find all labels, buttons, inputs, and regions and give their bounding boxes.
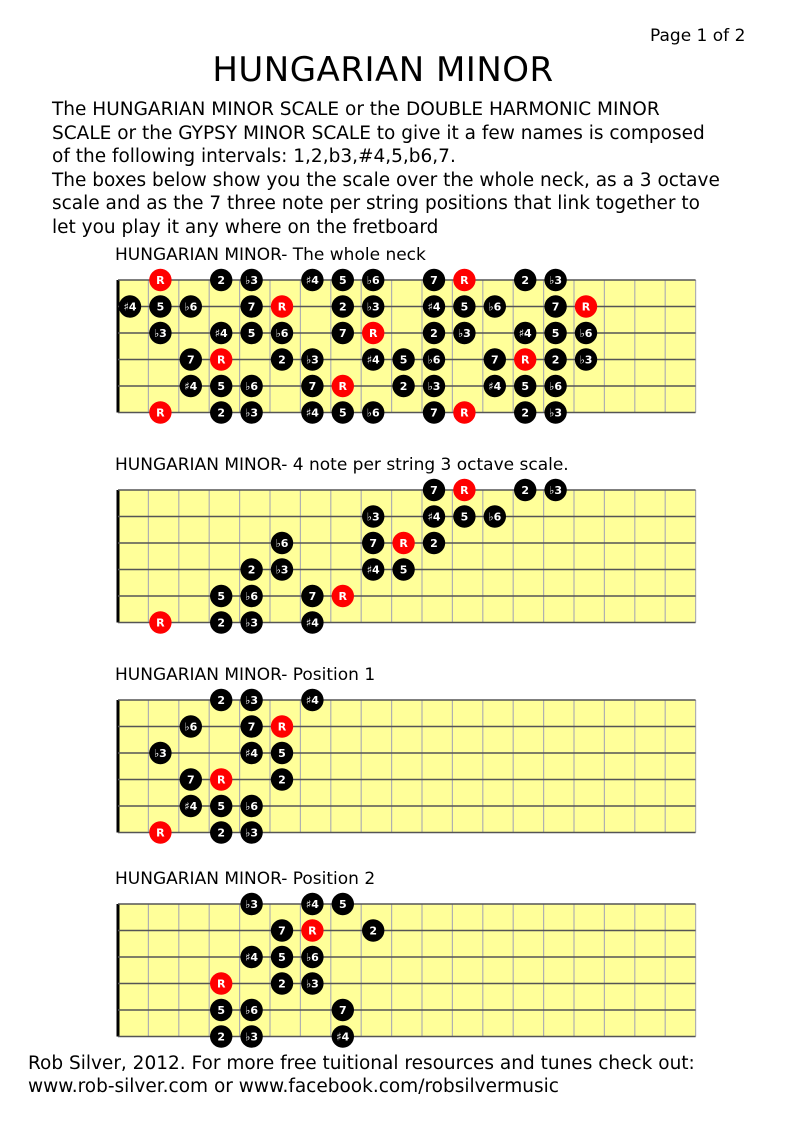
- note-marker: [392, 348, 414, 370]
- note-label: 2: [217, 274, 226, 288]
- note-label: 7: [247, 720, 256, 734]
- note-label: ♯4: [518, 327, 532, 341]
- note-label: ♭3: [245, 1030, 259, 1044]
- note-label: 7: [430, 274, 438, 288]
- note-label: R: [156, 616, 165, 630]
- fretboard-position-2: [118, 893, 696, 1048]
- root-note-marker: [210, 768, 232, 790]
- note-marker: [392, 558, 414, 580]
- note-label: 2: [521, 406, 530, 420]
- note-label: ♭6: [245, 380, 259, 394]
- note-label: 2: [247, 563, 256, 577]
- note-label: R: [520, 353, 530, 367]
- note-label: ♭3: [153, 327, 167, 341]
- note-marker: [210, 999, 232, 1021]
- note-label: ♭3: [549, 484, 563, 498]
- note-marker: [210, 1025, 232, 1047]
- root-note-marker: [392, 532, 414, 554]
- note-marker: [423, 479, 445, 501]
- note-label: ♭3: [549, 406, 563, 420]
- note-label: 7: [338, 327, 347, 341]
- note-label: ♭6: [305, 951, 319, 965]
- note-marker: [362, 532, 384, 554]
- note-label: ♭6: [579, 327, 593, 341]
- note-marker: [423, 295, 445, 317]
- note-marker: [271, 919, 293, 941]
- note-label: R: [399, 537, 408, 551]
- root-note-marker: [453, 479, 475, 501]
- note-marker: [423, 401, 445, 423]
- root-note-marker: [210, 972, 232, 994]
- note-label: ♭3: [305, 977, 319, 991]
- note-marker: [180, 348, 202, 370]
- note-label: ♭6: [184, 720, 198, 734]
- note-marker: [301, 585, 323, 607]
- note-label: ♯4: [123, 300, 137, 314]
- note-label: ♭3: [366, 510, 380, 524]
- note-marker: [514, 375, 536, 397]
- note-marker: [271, 768, 293, 790]
- note-marker: [544, 401, 566, 423]
- note-marker: [423, 505, 445, 527]
- note-label: ♭3: [245, 406, 259, 420]
- note-label: 2: [399, 380, 408, 394]
- note-marker: [149, 295, 171, 317]
- note-label: ♭6: [427, 353, 441, 367]
- note-marker: [332, 1025, 354, 1047]
- root-note-marker: [332, 375, 354, 397]
- note-label: R: [368, 327, 378, 341]
- note-label: R: [277, 300, 287, 314]
- note-marker: [210, 401, 232, 423]
- note-label: ♭3: [153, 747, 167, 761]
- note-label: 7: [308, 380, 317, 394]
- diagram-title-position-2: HUNGARIAN MINOR- Position 2: [115, 869, 376, 889]
- note-label: ♭3: [245, 274, 259, 288]
- note-label: ♯4: [305, 694, 319, 708]
- note-label: 7: [308, 590, 317, 604]
- fretboard-background: [118, 700, 696, 833]
- note-marker: [544, 348, 566, 370]
- note-marker: [575, 322, 597, 344]
- note-label: 2: [430, 537, 438, 551]
- note-label: ♯4: [214, 327, 228, 341]
- note-marker: [240, 893, 262, 915]
- note-label: 5: [521, 380, 530, 394]
- note-marker: [332, 999, 354, 1021]
- note-label: ♭3: [245, 616, 259, 630]
- intro-line: The boxes below show you the scale over the whole neck, as a 3 octave: [52, 169, 720, 191]
- note-label: R: [156, 406, 165, 420]
- note-label: 7: [338, 1004, 347, 1018]
- note-label: ♭3: [245, 826, 259, 840]
- diagram-title-whole-neck: HUNGARIAN MINOR- The whole neck: [115, 245, 426, 265]
- note-marker: [484, 348, 506, 370]
- note-marker: [301, 375, 323, 397]
- note-label: ♭6: [549, 380, 563, 394]
- note-marker: [271, 742, 293, 764]
- fretboard-whole-neck: [118, 269, 696, 424]
- note-label: 2: [278, 977, 286, 991]
- note-marker: [332, 401, 354, 423]
- note-marker: [271, 558, 293, 580]
- note-marker: [544, 322, 566, 344]
- note-marker: [240, 375, 262, 397]
- note-marker: [240, 946, 262, 968]
- note-marker: [575, 348, 597, 370]
- note-marker: [423, 375, 445, 397]
- note-label: ♯4: [305, 274, 319, 288]
- note-label: 5: [399, 353, 408, 367]
- note-label: ♭3: [549, 274, 563, 288]
- note-marker: [544, 375, 566, 397]
- note-marker: [210, 269, 232, 291]
- note-marker: [514, 269, 536, 291]
- note-marker: [453, 322, 475, 344]
- note-marker: [180, 715, 202, 737]
- note-marker: [453, 295, 475, 317]
- note-marker: [423, 269, 445, 291]
- note-marker: [119, 295, 141, 317]
- note-marker: [149, 742, 171, 764]
- root-note-marker: [210, 348, 232, 370]
- note-marker: [544, 295, 566, 317]
- note-marker: [180, 768, 202, 790]
- note-marker: [544, 479, 566, 501]
- fretboard-3-octave: [118, 479, 696, 634]
- note-label: ♯4: [305, 406, 319, 420]
- note-label: ♭6: [245, 800, 259, 814]
- note-marker: [240, 715, 262, 737]
- note-label: 2: [217, 826, 226, 840]
- note-marker: [240, 999, 262, 1021]
- root-note-marker: [575, 295, 597, 317]
- note-label: 2: [369, 924, 378, 938]
- note-label: 2: [217, 406, 226, 420]
- note-label: ♯4: [366, 563, 380, 577]
- note-label: 2: [217, 694, 226, 708]
- note-label: ♭3: [305, 353, 319, 367]
- note-label: R: [338, 380, 348, 394]
- note-label: R: [581, 300, 591, 314]
- note-marker: [453, 505, 475, 527]
- note-marker: [210, 611, 232, 633]
- note-label: 5: [217, 590, 226, 604]
- note-marker: [362, 348, 384, 370]
- note-label: 2: [430, 327, 438, 341]
- note-label: ♯4: [184, 800, 198, 814]
- diagram-title-position-1: HUNGARIAN MINOR- Position 1: [115, 665, 376, 685]
- note-marker: [210, 322, 232, 344]
- note-marker: [271, 946, 293, 968]
- note-label: 5: [399, 563, 408, 577]
- intro-line: SCALE or the GYPSY MINOR SCALE to give it a few names is composed: [52, 122, 705, 144]
- note-label: ♯4: [245, 951, 259, 965]
- diagram-title-3-octave: HUNGARIAN MINOR- 4 note per string 3 octave scale.: [115, 455, 569, 475]
- note-label: R: [156, 274, 165, 288]
- intro-line: The HUNGARIAN MINOR SCALE or the DOUBLE HARMONIC MINOR: [52, 99, 660, 120]
- note-label: 5: [551, 327, 560, 341]
- note-marker: [240, 821, 262, 843]
- note-marker: [362, 919, 384, 941]
- fretboard-position-1: [118, 689, 696, 844]
- note-marker: [301, 611, 323, 633]
- note-marker: [484, 295, 506, 317]
- note-label: ♯4: [305, 616, 319, 630]
- note-marker: [180, 295, 202, 317]
- note-label: 2: [278, 353, 286, 367]
- note-marker: [301, 893, 323, 915]
- note-marker: [271, 972, 293, 994]
- note-marker: [332, 295, 354, 317]
- note-label: 5: [217, 800, 226, 814]
- note-label: ♭6: [366, 406, 380, 420]
- note-marker: [484, 505, 506, 527]
- note-marker: [362, 295, 384, 317]
- note-label: R: [216, 353, 226, 367]
- note-label: 5: [460, 510, 469, 524]
- root-note-marker: [362, 322, 384, 344]
- note-label: 7: [369, 537, 378, 551]
- note-marker: [301, 972, 323, 994]
- note-marker: [301, 401, 323, 423]
- intro-line: scale and as the 7 three note per string positions that link together to: [52, 193, 700, 214]
- note-label: R: [216, 773, 226, 787]
- note-label: ♭3: [275, 563, 289, 577]
- note-label: 2: [278, 773, 286, 787]
- note-marker: [240, 295, 262, 317]
- note-marker: [362, 505, 384, 527]
- note-marker: [240, 689, 262, 711]
- note-label: 5: [247, 327, 256, 341]
- note-label: ♭3: [427, 380, 441, 394]
- note-label: ♯4: [336, 1030, 350, 1044]
- intro-line: of the following intervals: 1,2,b3,#4,5,b6,7.: [52, 146, 456, 167]
- note-label: R: [308, 924, 317, 938]
- note-label: ♭6: [488, 510, 502, 524]
- note-label: ♯4: [245, 747, 259, 761]
- note-label: ♯4: [184, 380, 198, 394]
- note-label: R: [460, 406, 469, 420]
- note-label: R: [460, 484, 469, 498]
- note-label: R: [156, 826, 165, 840]
- note-marker: [180, 375, 202, 397]
- note-marker: [514, 479, 536, 501]
- note-label: ♯4: [427, 300, 441, 314]
- note-label: ♯4: [488, 380, 502, 394]
- note-label: ♭6: [366, 274, 380, 288]
- root-note-marker: [301, 919, 323, 941]
- note-label: 7: [186, 353, 195, 367]
- root-note-marker: [332, 585, 354, 607]
- note-marker: [240, 795, 262, 817]
- note-label: 2: [551, 353, 560, 367]
- note-marker: [180, 795, 202, 817]
- root-note-marker: [271, 295, 293, 317]
- note-label: R: [460, 274, 469, 288]
- note-label: 7: [490, 353, 499, 367]
- note-label: R: [216, 977, 226, 991]
- note-marker: [240, 269, 262, 291]
- note-label: 5: [217, 380, 226, 394]
- note-label: 7: [430, 484, 438, 498]
- root-note-marker: [149, 269, 171, 291]
- note-label: ♯4: [427, 510, 441, 524]
- note-marker: [423, 348, 445, 370]
- note-label: 5: [278, 951, 286, 965]
- note-label: 5: [460, 300, 469, 314]
- note-marker: [423, 322, 445, 344]
- note-label: ♭6: [245, 590, 259, 604]
- note-marker: [210, 375, 232, 397]
- note-label: ♭3: [245, 898, 259, 912]
- note-marker: [362, 558, 384, 580]
- note-marker: [240, 558, 262, 580]
- footer: [28, 1052, 788, 1098]
- note-label: ♭3: [579, 353, 593, 367]
- root-note-marker: [149, 401, 171, 423]
- note-marker: [514, 322, 536, 344]
- note-label: ♭3: [245, 694, 259, 708]
- root-note-marker: [271, 715, 293, 737]
- note-label: 5: [338, 274, 347, 288]
- note-label: 5: [338, 898, 347, 912]
- note-marker: [332, 893, 354, 915]
- footer-line: www.rob-silver.com or www.facebook.com/robsilvermusic: [28, 1076, 559, 1097]
- note-label: 5: [278, 747, 286, 761]
- note-marker: [240, 611, 262, 633]
- note-marker: [362, 269, 384, 291]
- note-label: 2: [217, 616, 226, 630]
- footer-line: Rob Silver, 2012. For more free tuitional resources and tunes check out:: [28, 1053, 695, 1074]
- intro-line: let you play it any where on the fretboard: [52, 216, 439, 238]
- note-marker: [514, 401, 536, 423]
- note-label: 7: [186, 773, 195, 787]
- note-marker: [240, 1025, 262, 1047]
- note-label: ♭6: [275, 327, 289, 341]
- note-marker: [301, 348, 323, 370]
- note-marker: [271, 348, 293, 370]
- root-note-marker: [453, 401, 475, 423]
- root-note-marker: [149, 821, 171, 843]
- note-marker: [301, 689, 323, 711]
- note-label: ♯4: [366, 353, 380, 367]
- note-marker: [484, 375, 506, 397]
- note-marker: [210, 585, 232, 607]
- note-marker: [271, 532, 293, 554]
- note-marker: [240, 401, 262, 423]
- page-title: HUNGARIAN MINOR: [212, 50, 554, 90]
- root-note-marker: [514, 348, 536, 370]
- note-marker: [362, 401, 384, 423]
- note-label: R: [338, 590, 348, 604]
- root-note-marker: [149, 611, 171, 633]
- note-label: 7: [247, 300, 256, 314]
- note-label: ♭6: [275, 537, 289, 551]
- note-marker: [210, 821, 232, 843]
- note-marker: [392, 375, 414, 397]
- note-marker: [301, 269, 323, 291]
- note-label: ♯4: [305, 898, 319, 912]
- root-note-marker: [453, 269, 475, 291]
- note-label: 2: [521, 274, 530, 288]
- note-marker: [332, 322, 354, 344]
- page-number: Page 1 of 2: [650, 26, 746, 46]
- note-label: 7: [430, 406, 438, 420]
- fretboard-background: [118, 904, 696, 1037]
- note-marker: [210, 689, 232, 711]
- note-marker: [301, 946, 323, 968]
- note-marker: [423, 532, 445, 554]
- note-label: ♭6: [245, 1004, 259, 1018]
- note-label: 5: [156, 300, 165, 314]
- note-label: 5: [338, 406, 347, 420]
- note-marker: [240, 742, 262, 764]
- note-label: ♭6: [184, 300, 198, 314]
- note-label: 5: [217, 1004, 226, 1018]
- note-marker: [149, 322, 171, 344]
- note-label: 2: [338, 300, 347, 314]
- note-label: 2: [521, 484, 530, 498]
- note-marker: [271, 322, 293, 344]
- note-label: ♭3: [366, 300, 380, 314]
- note-marker: [544, 269, 566, 291]
- note-label: 7: [551, 300, 560, 314]
- note-label: R: [277, 720, 287, 734]
- note-marker: [210, 795, 232, 817]
- note-label: ♭6: [488, 300, 502, 314]
- note-label: ♭3: [457, 327, 471, 341]
- fretboard-background: [118, 490, 696, 623]
- note-marker: [332, 269, 354, 291]
- note-marker: [240, 322, 262, 344]
- note-label: 7: [278, 924, 286, 938]
- note-marker: [240, 585, 262, 607]
- note-label: 2: [217, 1030, 226, 1044]
